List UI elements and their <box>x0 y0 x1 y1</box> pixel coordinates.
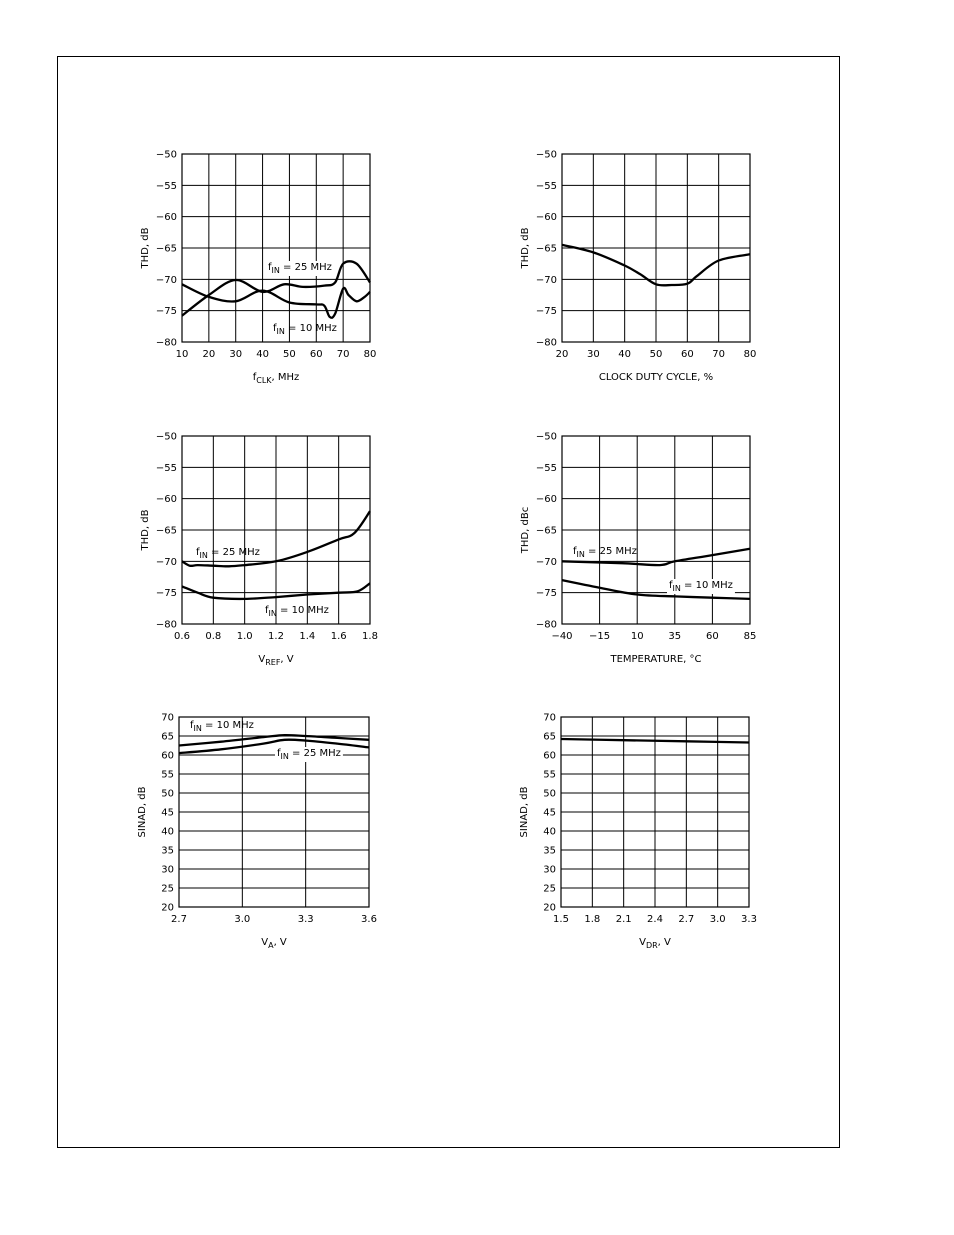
x-tick-label: 60 <box>706 631 719 642</box>
chart-thd-vs-temperature <box>515 427 765 672</box>
y-tick-label: 40 <box>161 826 174 838</box>
series-label-0: $f_{IN} = 25$ MHz <box>268 262 332 275</box>
y-tick-label: −75 <box>155 588 177 600</box>
x-tick-label: 1.5 <box>553 914 569 925</box>
grid <box>182 436 370 624</box>
y-tick-label: −55 <box>535 462 557 474</box>
y-tick-label: 55 <box>161 769 174 781</box>
chart-sinad-vs-va <box>135 708 385 953</box>
x-tick-label: 2.4 <box>647 914 663 925</box>
series-label-0: $f_{IN} = 25$ MHz <box>573 546 637 559</box>
x-tick-label: 3.3 <box>741 914 757 925</box>
x-tick-label: 1.6 <box>330 631 347 642</box>
y-tick-label: −55 <box>155 180 177 192</box>
y-axis-label: THD, dB <box>140 227 151 269</box>
y-tick-label: −50 <box>535 149 557 161</box>
y-tick-label: −70 <box>535 274 557 286</box>
y-tick-label: 50 <box>543 788 556 800</box>
y-tick-label: 20 <box>161 902 174 914</box>
x-tick-label: 3.0 <box>234 914 251 925</box>
x-tick-label: 0.6 <box>174 631 190 642</box>
chart-thd-vs-fclk <box>135 145 385 390</box>
y-tick-label: −70 <box>155 274 177 286</box>
y-tick-label: −80 <box>155 337 177 349</box>
chart-thd-vs-vref <box>135 427 385 672</box>
x-tick-label: 10 <box>175 349 189 360</box>
y-tick-label: 55 <box>543 769 556 781</box>
x-tick-label: 3.6 <box>361 914 377 925</box>
x-tick-label: 2.7 <box>171 914 187 925</box>
y-tick-label: 45 <box>161 807 174 819</box>
x-tick-label: 40 <box>256 349 269 360</box>
series-label-1: $f_{IN} = 10$ MHz <box>273 323 337 336</box>
y-tick-label: 70 <box>543 712 556 724</box>
y-tick-label: −70 <box>535 556 557 568</box>
x-tick-label: 60 <box>680 349 694 360</box>
y-tick-label: 35 <box>161 845 174 857</box>
y-tick-label: 50 <box>161 788 174 800</box>
y-tick-label: −50 <box>155 431 177 443</box>
grid <box>561 717 749 907</box>
y-tick-label: −50 <box>155 149 177 161</box>
x-tick-label: 3.0 <box>709 914 726 925</box>
x-tick-label: 80 <box>363 349 377 360</box>
x-tick-label: −15 <box>589 631 611 642</box>
x-tick-label: 1.0 <box>236 631 253 642</box>
y-tick-label: 35 <box>543 845 556 857</box>
y-tick-label: 40 <box>543 826 556 838</box>
y-tick-label: −75 <box>535 588 557 600</box>
x-tick-label: 1.2 <box>268 631 284 642</box>
y-tick-label: −75 <box>535 306 557 318</box>
y-tick-label: −65 <box>535 243 557 255</box>
x-tick-label: 35 <box>668 631 682 642</box>
x-axis-label: $V_{DR}$, V <box>639 937 671 950</box>
y-tick-label: −60 <box>535 494 557 506</box>
series-label-0: $f_{IN} = 25$ MHz <box>196 547 260 560</box>
y-tick-label: −65 <box>155 243 177 255</box>
x-tick-label: 1.4 <box>299 631 316 642</box>
x-tick-label: 70 <box>336 349 350 360</box>
x-tick-label: 3.3 <box>297 914 314 925</box>
x-tick-label: 10 <box>630 631 644 642</box>
x-tick-label: 30 <box>229 349 243 360</box>
y-tick-label: −55 <box>155 462 177 474</box>
y-axis-label: THD, dB <box>140 509 151 551</box>
x-tick-label: 0.8 <box>205 631 222 642</box>
x-tick-label: 1.8 <box>362 631 378 642</box>
x-tick-label: 50 <box>283 349 296 360</box>
y-tick-label: −75 <box>155 306 177 318</box>
y-tick-label: 60 <box>543 750 556 762</box>
series-label-0: $f_{IN} = 10$ MHz <box>190 720 254 733</box>
x-tick-label: 70 <box>712 349 726 360</box>
x-tick-label: 1.8 <box>584 914 601 925</box>
series-label-1: $f_{IN} = 25$ MHz <box>277 748 341 761</box>
x-tick-label: 85 <box>743 631 757 642</box>
y-tick-label: −80 <box>535 619 557 631</box>
y-tick-label: −70 <box>155 556 177 568</box>
y-tick-label: −60 <box>535 212 557 224</box>
y-tick-label: 20 <box>543 902 556 914</box>
x-axis-label: $V_{REF}$, V <box>258 654 294 667</box>
y-tick-label: −60 <box>155 494 177 506</box>
series-line-1 <box>182 284 370 317</box>
y-tick-label: 60 <box>161 750 174 762</box>
y-tick-label: −55 <box>535 180 557 192</box>
grid <box>179 717 369 907</box>
grid <box>562 154 750 342</box>
y-tick-label: −60 <box>155 212 177 224</box>
chart-sinad-vs-vdr <box>515 708 765 953</box>
x-axis-label: CLOCK DUTY CYCLE, % <box>598 372 714 383</box>
y-tick-label: 65 <box>161 731 174 743</box>
x-tick-label: −40 <box>551 631 573 642</box>
x-tick-label: 20 <box>555 349 569 360</box>
y-tick-label: −80 <box>535 337 557 349</box>
x-axis-label: $V_A$, V <box>261 937 287 950</box>
y-tick-label: 45 <box>543 807 556 819</box>
x-tick-label: 2.1 <box>615 914 632 925</box>
y-axis-label: THD, dBc <box>520 506 531 554</box>
y-tick-label: 65 <box>543 731 556 743</box>
series-label-1: $f_{IN} = 10$ MHz <box>669 580 733 593</box>
grid <box>182 154 370 342</box>
y-tick-label: 25 <box>543 883 556 895</box>
y-axis-label: SINAD, dB <box>519 786 530 838</box>
y-tick-label: −65 <box>155 525 177 537</box>
y-tick-label: 30 <box>161 864 174 876</box>
y-axis-label: SINAD, dB <box>137 786 148 838</box>
x-tick-label: 50 <box>649 349 663 360</box>
x-axis-label: TEMPERATURE, °C <box>610 654 702 665</box>
x-tick-label: 60 <box>309 349 323 360</box>
x-tick-label: 30 <box>586 349 600 360</box>
y-tick-label: 70 <box>161 712 174 724</box>
x-tick-label: 20 <box>202 349 216 360</box>
y-tick-label: 30 <box>543 864 556 876</box>
y-tick-label: −80 <box>155 619 177 631</box>
y-tick-label: −65 <box>535 525 557 537</box>
x-tick-label: 80 <box>743 349 757 360</box>
y-tick-label: 25 <box>161 883 174 895</box>
x-axis-label: $f_{CLK}$, MHz <box>252 372 300 385</box>
x-tick-label: 40 <box>618 349 632 360</box>
y-axis-label: THD, dB <box>520 227 531 269</box>
series-label-1: $f_{IN} = 10$ MHz <box>265 605 329 618</box>
x-tick-label: 2.7 <box>678 914 695 925</box>
chart-thd-vs-duty-cycle <box>515 145 765 390</box>
y-tick-label: −50 <box>535 431 557 443</box>
